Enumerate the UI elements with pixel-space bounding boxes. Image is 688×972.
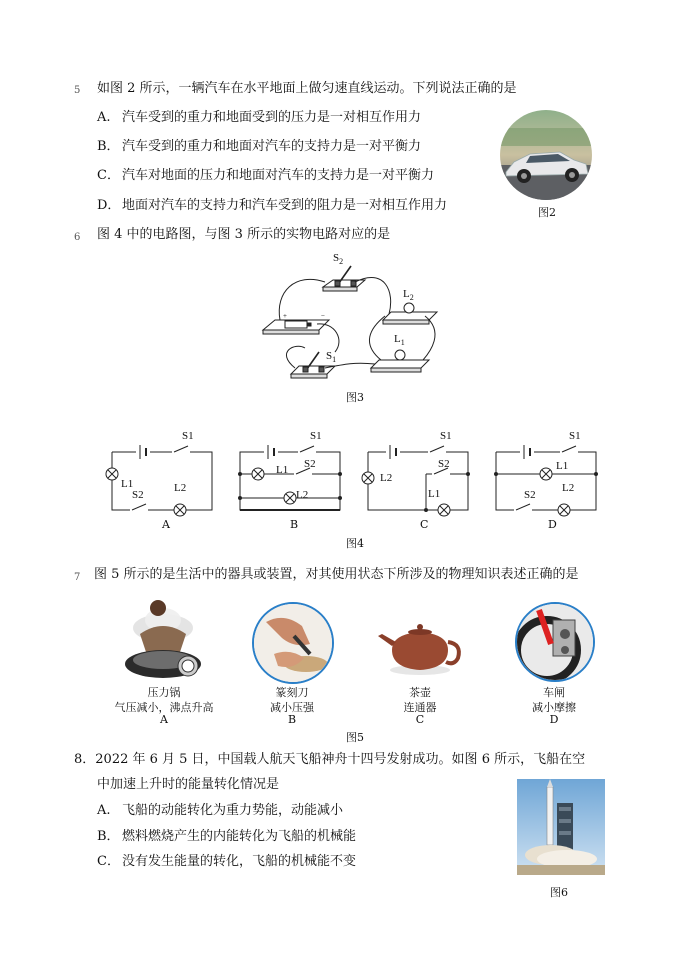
circuit-d-l1-label: L1 bbox=[556, 460, 569, 472]
svg-text:−: − bbox=[321, 312, 325, 320]
circuit-b-l2-label: L2 bbox=[296, 489, 309, 501]
item-a-desc: 气压减小，沸点升高 bbox=[114, 701, 214, 714]
question-8-stem-line1: 8．2022 年 6 月 5 日，中国载人航天飞船神舟十四号发射成功。如图 6 所示，飞船在空 bbox=[74, 752, 586, 767]
question-number: 6 bbox=[74, 232, 81, 243]
item-d-name: 车闸 bbox=[543, 686, 565, 699]
item-c-desc: 连通器 bbox=[403, 701, 437, 714]
item-a-letter: A bbox=[160, 713, 168, 726]
option-b-letter: B． bbox=[97, 139, 120, 154]
teapot-photo bbox=[376, 618, 464, 682]
circuit-b-l1-label: L1 bbox=[276, 464, 289, 476]
figure-4-circuit-diagrams bbox=[100, 428, 610, 533]
option-b-letter: B． bbox=[97, 829, 120, 844]
item-c-letter: C bbox=[415, 713, 425, 726]
option-a-letter: A. bbox=[97, 110, 111, 125]
question-6-stem: 图 4 中的电路图，与图 3 所示的实物电路对应的是 bbox=[97, 227, 391, 242]
question-8-stem-line2: 中加速上升时的能量转化情况是 bbox=[97, 777, 280, 792]
circuit-d-s2-label: S2 bbox=[524, 489, 536, 501]
circuit-a-s2-label: S2 bbox=[132, 489, 144, 501]
circuit-a-s1-label: S1 bbox=[182, 430, 194, 442]
option-b-text: 燃料燃烧产生的内能转化为飞船的机械能 bbox=[122, 829, 357, 844]
circuit-c-letter: C bbox=[420, 518, 429, 531]
label-s2: $S_2$ bbox=[333, 252, 344, 267]
figure-3-physical-circuit bbox=[255, 252, 455, 384]
circuit-b-s2-label: S2 bbox=[304, 458, 316, 470]
label-s1: $S_1$ bbox=[326, 350, 337, 365]
item-a-name: 压力锅 bbox=[147, 686, 181, 699]
circuit-b bbox=[239, 445, 342, 510]
item-b-name: 篆刻刀 bbox=[275, 686, 309, 699]
option-b-text: 汽车受到的重力和地面对汽车的支持力是一对平衡力 bbox=[122, 139, 422, 154]
circuit-b-letter: B bbox=[290, 518, 299, 531]
item-d-letter: D bbox=[549, 713, 559, 726]
option-c-text: 汽车对地面的压力和地面对汽车的支持力是一对平衡力 bbox=[122, 168, 435, 183]
bike-brake-photo bbox=[515, 602, 595, 682]
question-7-stem: 图 5 所示的是生活中的器具或装置，对其使用状态下所涉及的物理知识表述正确的是 bbox=[94, 567, 579, 582]
option-d-letter: D． bbox=[97, 198, 121, 213]
item-b-letter: B bbox=[287, 713, 297, 726]
option-a-text: 飞船的动能转化为重力势能，动能减小 bbox=[122, 803, 344, 818]
option-a-text: 汽车受到的重力和地面受到的压力是一对相互作用力 bbox=[122, 110, 422, 125]
item-c-name: 茶壶 bbox=[409, 686, 431, 699]
circuit-d-l2-label: L2 bbox=[562, 482, 575, 494]
circuit-c-s2-label: S2 bbox=[438, 458, 450, 470]
circuit-c-l2-label: L2 bbox=[380, 472, 393, 484]
rocket-launch-photo bbox=[517, 779, 605, 875]
figure-3-caption: 图3 bbox=[346, 391, 364, 404]
figure-2-caption: 图2 bbox=[538, 206, 556, 219]
option-a-letter: A. bbox=[97, 803, 111, 818]
circuit-c bbox=[362, 445, 470, 516]
engraving-knife-photo bbox=[252, 602, 334, 684]
svg-text:+: + bbox=[283, 312, 287, 320]
circuit-c-l1-label: L1 bbox=[428, 488, 441, 500]
circuit-a-l2-label: L2 bbox=[174, 482, 187, 494]
figure-4-caption: 图4 bbox=[346, 537, 364, 550]
question-number: 5 bbox=[74, 85, 81, 96]
circuit-b-s1-label: S1 bbox=[310, 430, 322, 442]
option-d-text: 地面对汽车的支持力和汽车受到的阻力是一对相互作用力 bbox=[122, 198, 448, 213]
question-5-stem: 如图 2 所示，一辆汽车在水平地面上做匀速直线运动。下列说法正确的是 bbox=[97, 81, 517, 96]
pressure-cooker-photo bbox=[118, 598, 208, 680]
circuit-d-s1-label: S1 bbox=[569, 430, 581, 442]
option-c-letter: C． bbox=[97, 854, 120, 869]
circuit-c-s1-label: S1 bbox=[440, 430, 452, 442]
figure-5-caption: 图5 bbox=[346, 731, 364, 744]
car-photo bbox=[500, 110, 592, 200]
circuit-a-letter: A bbox=[162, 518, 170, 531]
circuit-d bbox=[495, 445, 598, 516]
circuit-d-letter: D bbox=[548, 518, 557, 531]
label-l2: $L_2$ bbox=[403, 288, 414, 303]
circuit-a-l1-label: L1 bbox=[121, 478, 134, 490]
item-d-desc: 减小摩擦 bbox=[532, 701, 576, 714]
option-c-text: 没有发生能量的转化，飞船的机械能不变 bbox=[122, 854, 357, 869]
question-number: 7 bbox=[74, 572, 81, 583]
item-b-desc: 减小压强 bbox=[270, 701, 314, 714]
figure-6-caption: 图6 bbox=[550, 886, 568, 899]
label-l1: $L_1$ bbox=[394, 333, 405, 348]
option-c-letter: C． bbox=[97, 168, 120, 183]
